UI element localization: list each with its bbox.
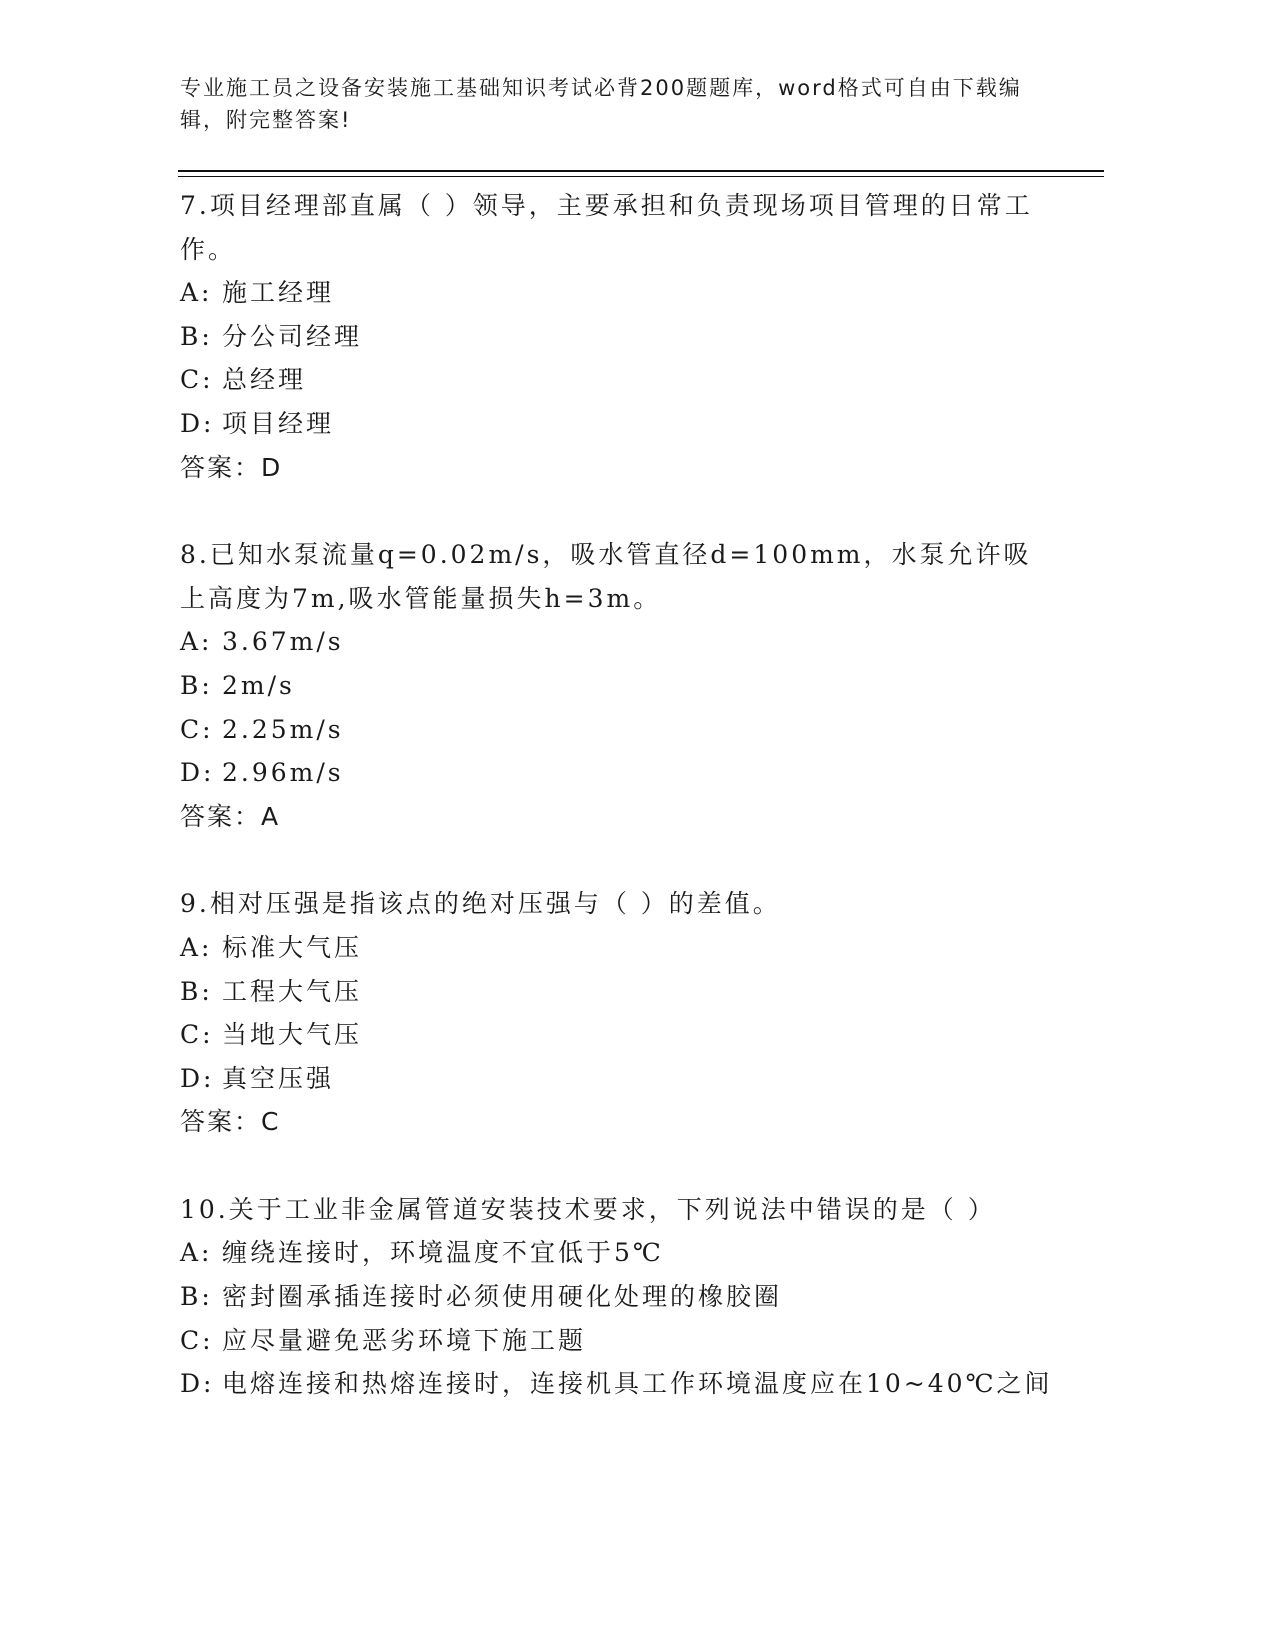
option-text: 3.67m/s: [222, 627, 344, 657]
option-a: [180, 926, 1040, 970]
option-text: 电熔连接和热熔连接时，连接机具工作环境温度应在10~40℃之间: [222, 1369, 1053, 1399]
question-stem: 8.已知水泵流量q=0.02m/s，吸水管直径d=100mm，水泵允许吸上高度为7m,吸水管能量损失h=3m。: [180, 540, 1032, 613]
option-d: [180, 402, 1040, 446]
option-text: 当地大气压: [222, 1020, 363, 1050]
option-letter: D:: [180, 1369, 215, 1399]
option-text: 真空压强: [222, 1063, 335, 1093]
question-stem: 9.相对压强是指该点的绝对压强与（ ）的差值。: [180, 889, 781, 919]
option-letter: D:: [180, 408, 215, 438]
option-a: [180, 271, 1040, 315]
option-letter: B:: [180, 321, 213, 351]
option-d: [180, 1362, 1053, 1406]
option-text: 总经理: [222, 365, 307, 395]
option-letter: D:: [180, 1063, 215, 1093]
option-d: [180, 1057, 1040, 1101]
option-b: [180, 664, 1040, 708]
answer-line: 答案：C: [180, 1107, 281, 1137]
answer-line: 答案：A: [180, 801, 281, 831]
header-divider-thin: [178, 176, 1104, 177]
option-b: [180, 315, 1040, 359]
option-text: 密封圈承插连接时必须使用硬化处理的橡胶圈: [222, 1282, 783, 1312]
option-d: [180, 751, 1040, 795]
option-c: [180, 1013, 1040, 1057]
option-text: 2.25m/s: [222, 714, 344, 744]
answer-line: 答案：D: [180, 452, 283, 482]
question-9: [180, 882, 1040, 1144]
option-letter: D:: [180, 758, 215, 788]
option-a: [180, 1231, 1040, 1275]
option-text: 标准大气压: [222, 932, 363, 962]
option-text: 分公司经理: [222, 321, 363, 351]
option-text: 应尽量避免恶劣环境下施工题: [222, 1325, 587, 1355]
question-10: [180, 1188, 1053, 1406]
option-letter: A:: [180, 278, 213, 308]
option-letter: C:: [180, 1020, 214, 1050]
option-c: [180, 358, 1040, 402]
option-letter: A:: [180, 627, 213, 657]
question-list: [180, 184, 1053, 1450]
option-letter: C:: [180, 714, 214, 744]
option-letter: B:: [180, 670, 213, 700]
option-letter: C:: [180, 365, 214, 395]
header-divider-thick: [178, 170, 1104, 172]
option-c: [180, 1319, 1040, 1363]
option-text: 施工经理: [222, 278, 335, 308]
question-8: [180, 533, 1040, 838]
option-b: [180, 970, 1040, 1014]
document-header-title: 专业施工员之设备安装施工基础知识考试必背200题题库，word格式可自由下载编辑，附完整答案!: [180, 76, 1022, 132]
option-text: 2.96m/s: [222, 758, 344, 788]
question-7: [180, 184, 1040, 489]
option-letter: B:: [180, 976, 213, 1006]
option-a: [180, 620, 1040, 664]
question-stem: 10.关于工业非金属管道安装技术要求，下列说法中错误的是（ ）: [180, 1194, 996, 1224]
option-text: 工程大气压: [222, 976, 363, 1006]
question-stem: 7.项目经理部直属（ ）领导，主要承担和负责现场项目管理的日常工作。: [180, 191, 1033, 264]
option-text: 项目经理: [222, 408, 335, 438]
option-letter: B:: [180, 1282, 213, 1312]
option-c: [180, 708, 1040, 752]
option-text: 缠绕连接时，环境温度不宜低于5℃: [222, 1238, 664, 1268]
option-letter: C:: [180, 1325, 214, 1355]
option-b: [180, 1275, 1040, 1319]
option-text: 2m/s: [222, 670, 295, 700]
option-letter: A:: [180, 932, 213, 962]
option-letter: A:: [180, 1238, 213, 1268]
